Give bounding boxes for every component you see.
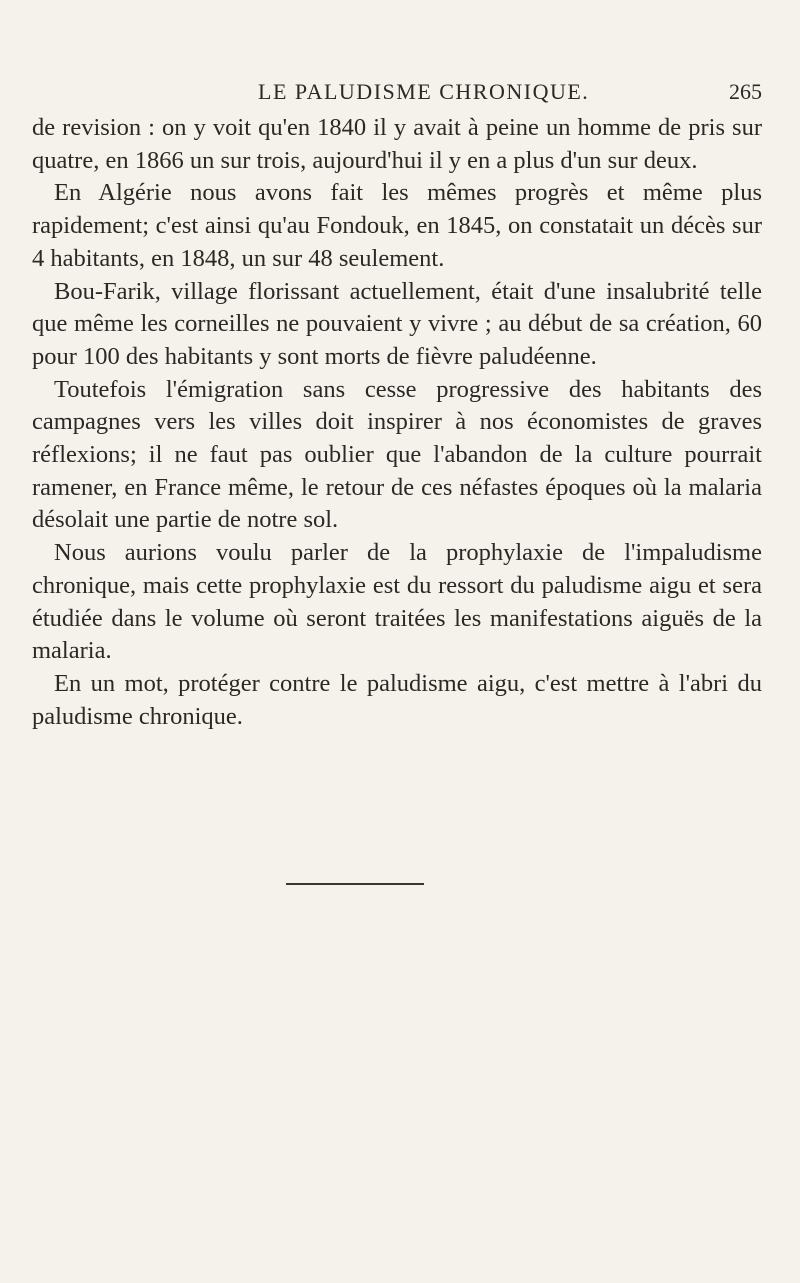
- end-rule-divider: [286, 883, 424, 885]
- paragraph-emigration: Toutefois l'émigration sans cesse progressive des habitants des campagnes vers les villes doit inspirer à nos économistes de graves réflexions; il ne faut pas oublier que l'abandon de la culture pourrait ramener, en France même, le retour de ces néfastes époques où la malaria désolait une partie de notre sol.: [32, 375, 762, 534]
- paragraph-prophylaxie: Nous aurions voulu parler de la prophylaxie de l'impaludisme chronique, mais cette prophylaxie est du ressort du paludisme aigu et sera étudiée dans le volume où seront traitées les manifestations aiguës de la malaria.: [32, 539, 762, 665]
- page-number: 265: [729, 79, 762, 104]
- paragraph-conclusion: En un mot, protéger contre le paludisme aigu, c'est mettre à l'abri du paludisme chronique.: [32, 669, 762, 730]
- paragraph-bou-farik: Bou-Farik, village florissant actuellement, était d'une insalubrité telle que même les corneilles ne pouvaient y vivre ; au début de sa création, 60 pour 100 des habitants y sont morts de fièvre paludéenne.: [32, 277, 762, 370]
- running-head: [32, 74, 762, 110]
- running-title: LE PALUDISME CHRONIQUE.: [258, 79, 590, 104]
- paragraph-revision: de revision : on y voit qu'en 1840 il y avait à peine un homme de pris sur quatre, en 1866 un sur trois, aujourd'hui il y en a plus d'un sur deux.: [32, 114, 762, 174]
- paragraph-algerie: En Algérie nous avons fait les mêmes progrès et même plus rapidement; c'est ainsi qu'au Fondouk, en 1845, on constatait un décès sur 4 habitants, en 1848, un sur 48 seulement.: [32, 179, 762, 272]
- body-text: [32, 112, 762, 733]
